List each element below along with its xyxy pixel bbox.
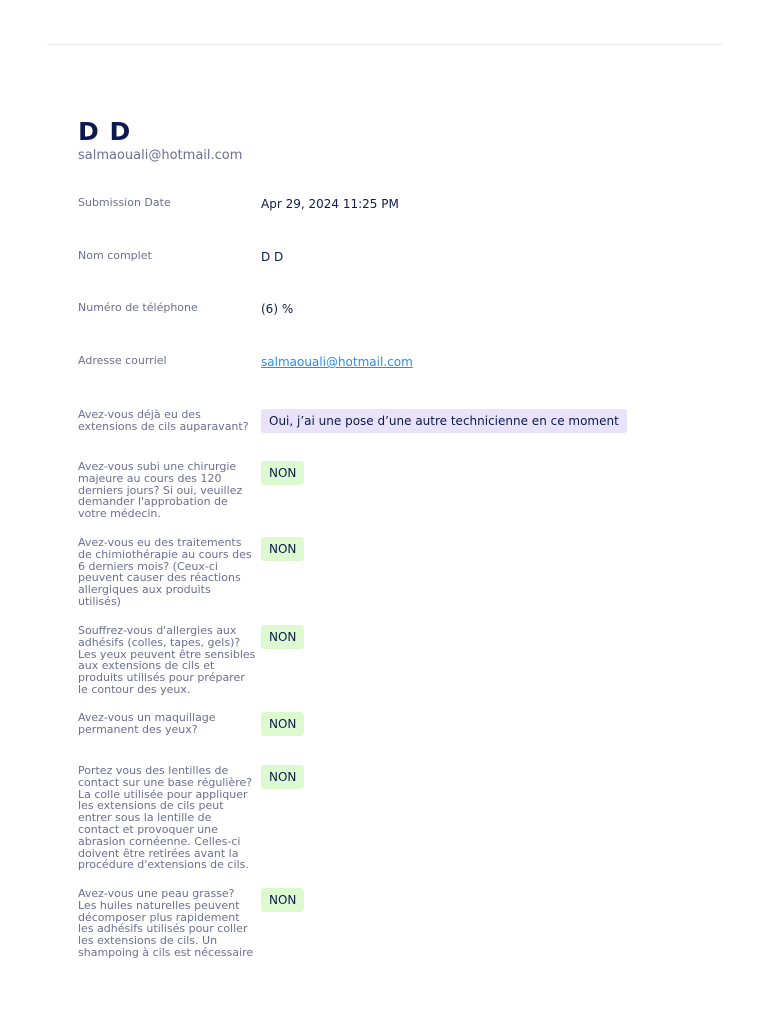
field-label: Avez-vous subi une chirurgie majeure au cours des 120 derniers jours? Si oui, veuillez demander l'approbation de votre médecin. <box>78 460 243 521</box>
field-label: Avez-vous un maquillage permanent des yeux? <box>78 711 216 736</box>
field-label: Avez-vous eu des traitements de chimiothérapie au cours des 6 derniers mois? (Ceux-ci peuvent causer des réactions allergiques aux produits utilisés) <box>78 536 252 608</box>
answer-tag: NON <box>261 461 304 485</box>
submission-header <box>78 117 242 164</box>
field-label: Portez vous des lentilles de contact sur une base régulière? La colle utilisée pour appliquer les extensions de cils peut entrer sous la lentille de contact et provoquer une abrasion cornéenne. Celles-ci doivent être retirées avant la procédure d'extensions de cils. <box>78 764 253 872</box>
field-value <box>261 625 304 649</box>
field-label: Adresse courriel <box>78 354 167 367</box>
answer-tag: NON <box>261 712 304 736</box>
field-label: Avez-vous déjà eu des extensions de cils auparavant? <box>78 408 249 433</box>
field-value <box>261 537 304 561</box>
field-label: Submission Date <box>78 196 171 209</box>
answer-tag: NON <box>261 537 304 561</box>
field-label: Numéro de téléphone <box>78 301 198 314</box>
field-value <box>261 712 304 736</box>
field-value <box>261 765 304 789</box>
field-value: Apr 29, 2024 11:25 PM <box>261 197 399 211</box>
field-value: D D <box>261 250 284 264</box>
answer-tag: NON <box>261 888 304 912</box>
email-link[interactable]: salmaouali@hotmail.com <box>261 355 413 369</box>
submitter-email: salmaouali@hotmail.com <box>78 148 243 163</box>
field-value <box>261 355 413 369</box>
submitter-name: D D <box>78 117 132 146</box>
answer-tag: Oui, j’ai une pose d’une autre technicienne en ce moment <box>261 409 627 433</box>
answer-tag: NON <box>261 765 304 789</box>
field-value: (6) % <box>261 302 294 316</box>
field-value <box>261 888 304 912</box>
field-value <box>261 461 304 485</box>
field-label: Nom complet <box>78 249 152 262</box>
answer-tag: NON <box>261 625 304 649</box>
field-label: Souffrez-vous d'allergies aux adhésifs (colles, tapes, gels)? Les yeux peuvent être sensibles aux extensions de cils et produits utilisés pour préparer le contour des yeux. <box>78 624 256 696</box>
field-value <box>261 409 627 433</box>
field-label: Avez-vous une peau grasse? Les huiles naturelles peuvent décomposer plus rapidement les adhésifs utilisés pour coller les extensions de cils. Un shampoing à cils est nécessaire <box>78 887 254 959</box>
top-divider <box>47 44 722 45</box>
